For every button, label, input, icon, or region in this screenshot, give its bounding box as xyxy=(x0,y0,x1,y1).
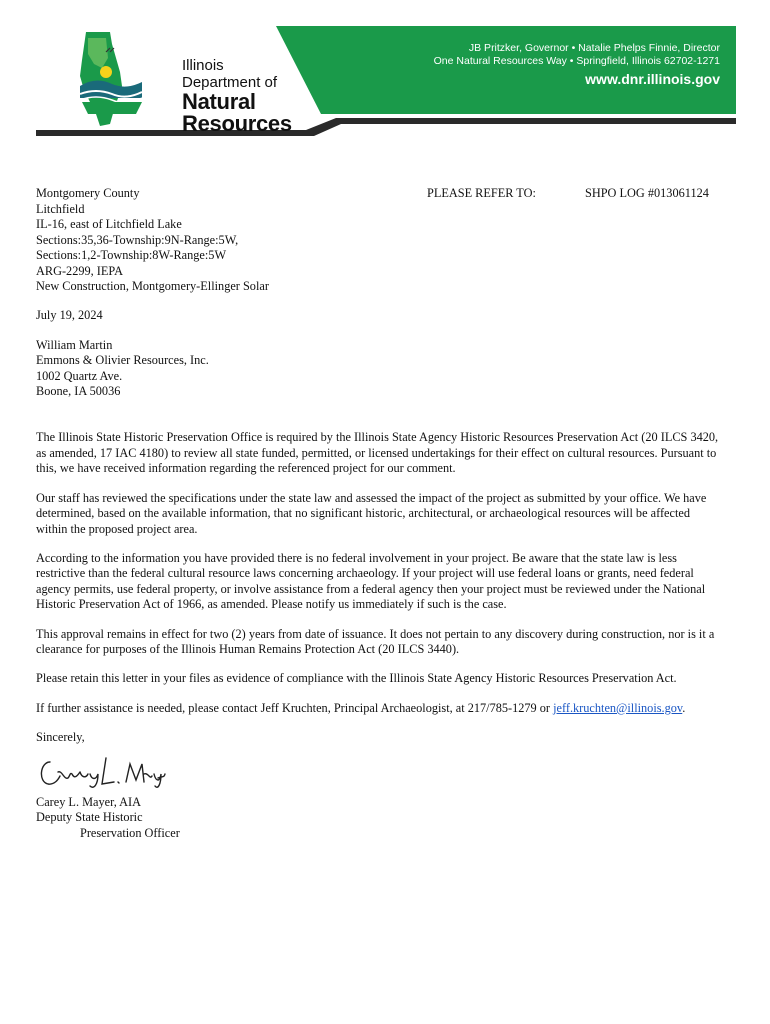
recipient-line: William Martin xyxy=(36,337,113,352)
paragraph-line: this, we have received information regarding the referenced project for our comment. xyxy=(36,461,456,476)
banner-contact-info xyxy=(434,42,720,87)
website-link[interactable]: www.dnr.illinois.gov xyxy=(585,71,720,87)
paragraph-line: determined, based on the available information, that no significant historic, architectural, or archaeological resources will be affected xyxy=(36,506,690,521)
letter-body xyxy=(36,186,736,746)
signer-title: Deputy State Historic xyxy=(36,810,143,825)
paragraph-determination xyxy=(36,491,736,537)
project-line: Sections:35,36-Township:9N-Range:5W, xyxy=(36,232,239,247)
agency-name xyxy=(182,58,292,135)
agency-name-line1: Illinois xyxy=(182,57,224,74)
paragraph-retain: Please retain this letter in your files as evidence of compliance with the Illinois State Agency Historic Resources Preservation Act. xyxy=(36,671,677,686)
recipient-address xyxy=(36,338,736,400)
paragraph-line: According to the information you have provided there is no federal involvement in your project. Be aware that the state law is less xyxy=(36,550,677,565)
paragraph-line: Our staff has reviewed the specifications under the state law and assessed the impact of the project as submitted by your office. We have xyxy=(36,490,707,505)
project-line: IL-16, east of Litchfield Lake xyxy=(36,217,182,232)
handwritten-signature xyxy=(36,752,166,792)
signature-block xyxy=(36,752,180,841)
letter-date: July 19, 2024 xyxy=(36,308,103,323)
recipient-line: 1002 Quartz Ave. xyxy=(36,368,123,383)
recipient-line: Emmons & Olivier Resources, Inc. xyxy=(36,353,209,368)
officials-line: JB Pritzker, Governor • Natalie Phelps Finnie, Director xyxy=(468,42,720,54)
contact-period: . xyxy=(682,700,686,715)
paragraph-line: The Illinois State Historic Preservation Office is required by the Illinois State Agency Historic Resources Preservation Act (20 ILCS 3420, xyxy=(36,430,719,445)
paragraph-line: This approval remains in effect for two (2) years from date of issuance. It does not pertain to any discovery during construction, nor is it a xyxy=(36,626,715,641)
signer-info xyxy=(36,795,180,841)
agency-name-line2: Department of xyxy=(182,74,278,91)
shpo-log-number: SHPO LOG #013061124 xyxy=(585,186,709,200)
reference-row xyxy=(36,186,736,202)
agency-name-line3: Natural xyxy=(182,89,256,114)
paragraph-line: within the proposed project area. xyxy=(36,521,198,536)
paragraph-line: Historic Preservation Act of 1966, as amended. Please notify us immediately if such is the case. xyxy=(36,597,507,612)
idnr-logo-icon xyxy=(66,28,178,128)
paragraph-federal xyxy=(36,551,736,613)
project-line: ARG-2299, IEPA xyxy=(36,263,123,278)
paragraph-line: as amended, 17 IAC 4180) to review all state funded, permitted, or licensed undertakings for their effect on cultural resources. Pursuant to xyxy=(36,445,717,460)
project-line: Litchfield xyxy=(36,202,85,216)
project-line: Montgomery County xyxy=(36,186,140,200)
contact-text: If further assistance is needed, please contact Jeff Kruchten, Principal Archaeologist, at 217/785-1279 or xyxy=(36,700,554,715)
signer-title: Preservation Officer xyxy=(80,825,180,840)
agency-name-line4: Resources xyxy=(182,111,292,136)
paragraph-line: restrictive than the federal cultural resource laws concerning archaeology. If your project will use federal loans or grants, need federal xyxy=(36,566,694,581)
project-block xyxy=(36,202,736,294)
paragraph-statute xyxy=(36,430,736,476)
closing: Sincerely, xyxy=(36,730,85,745)
paragraph-line: clearance for purposes of the Illinois Human Remains Protection Act (20 ILCS 3440). xyxy=(36,641,460,656)
recipient-line: Boone, IA 50036 xyxy=(36,384,121,399)
project-line: New Construction, Montgomery-Ellinger Solar xyxy=(36,279,269,294)
refer-label: PLEASE REFER TO: xyxy=(427,186,536,200)
address-line: One Natural Resources Way • Springfield, Illinois 62702-1271 xyxy=(433,55,720,67)
signer-name: Carey L. Mayer, AIA xyxy=(36,795,142,809)
letterhead-banner xyxy=(36,26,736,150)
email-link[interactable]: jeff.kruchten@illinois.gov xyxy=(553,700,683,715)
paragraph-contact xyxy=(36,701,736,716)
project-line: Sections:1,2-Township:8W-Range:5W xyxy=(36,248,227,263)
paragraph-approval xyxy=(36,627,736,658)
paragraph-line: agency permits, use federal property, or involve assistance from a federal agency then your project must be reviewed under the National xyxy=(36,581,706,596)
